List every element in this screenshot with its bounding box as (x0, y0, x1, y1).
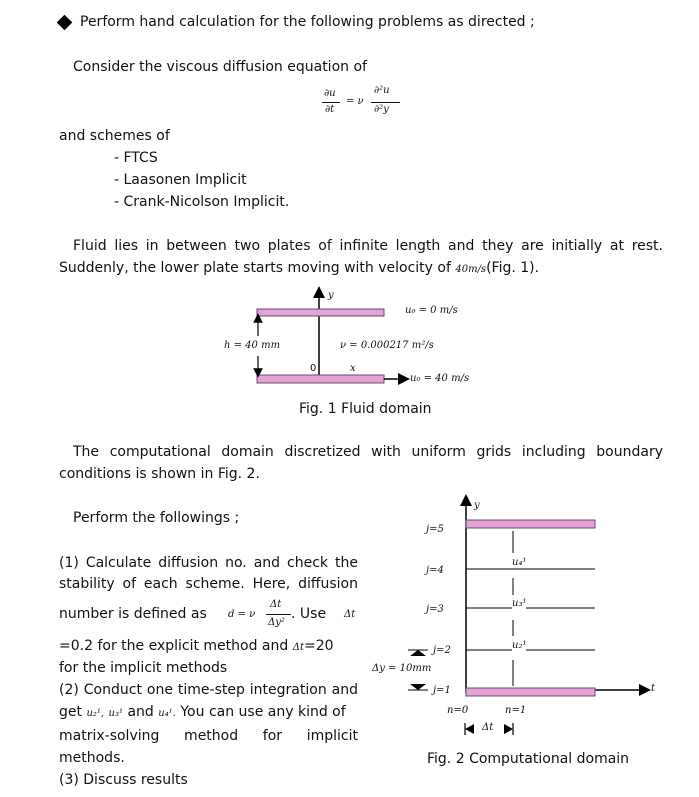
fig2-j5: j=5 (426, 524, 444, 535)
task1-formula-d: d = ν (228, 609, 256, 620)
fig2-j4: j=4 (426, 565, 444, 576)
fig2-u2: u₂¹ (512, 640, 527, 651)
fig2-dy-arrow-down (410, 684, 426, 690)
task2-u3: u₃¹ (108, 708, 124, 719)
fig2-n1: n=1 (505, 705, 527, 716)
task2-u4: u₄¹. (158, 708, 176, 719)
fig2-bottom-plate (466, 688, 595, 696)
schemes-intro: and schemes of (59, 128, 170, 144)
task1-use: . Use (291, 606, 327, 622)
fig1-viscosity: ν = 0.000217 m²/s (340, 340, 434, 351)
task2-get: get (59, 704, 82, 720)
task1-frac-num: Δt (270, 599, 282, 610)
fig2-dt-arrow-right (504, 724, 513, 734)
task1-def-text: number is defined as (59, 606, 207, 622)
task2-line-1: (2) Conduct one time-step integration and (59, 682, 358, 698)
fig2-u3: u₃¹ (512, 598, 527, 609)
fig1-caption: Fig. 1 Fluid domain (299, 401, 432, 417)
eq-lhs-denominator: ∂t (325, 104, 335, 115)
fig2-y-label: y (474, 500, 480, 511)
task1-dt2: Δt (292, 642, 304, 653)
fig2-top-plate (466, 520, 595, 528)
fig1-height-label: h = 40 mm (224, 340, 281, 351)
domain-line-2: conditions is shown in Fig. 2. (59, 466, 260, 482)
problem-fig-ref: (Fig. 1). (486, 260, 540, 276)
fig2-j3: j=3 (426, 604, 444, 615)
fig2-dt-label: Δt (482, 722, 494, 733)
task1-frac-den: Δy² (268, 617, 285, 628)
domain-line-1: The computational domain discretized with uniform grids including boundary (73, 444, 663, 460)
problem-line-2-text: Suddenly, the lower plate starts moving with velocity of (59, 260, 451, 276)
scheme-crank-nicolson: - Crank-Nicolson Implicit. (114, 194, 290, 210)
eq-lhs-numerator: ∂u (324, 88, 336, 99)
task3: (3) Discuss results (59, 772, 188, 788)
eq-rhs-numerator: ∂²u (374, 85, 390, 96)
fig1-x-label: x (350, 363, 356, 374)
problem-velocity: 40m/s (455, 264, 487, 275)
task2-u2: u₂¹, (86, 708, 105, 719)
eq-rhs-denominator: ∂²y (374, 104, 389, 115)
intro-text: Consider the viscous diffusion equation of (73, 59, 367, 75)
scheme-ftcs: - FTCS (114, 150, 158, 166)
task2-any-kind: You can use any kind of (180, 704, 346, 720)
fig2-j1: j=1 (433, 685, 451, 696)
task1-line-2: stability of each scheme. Here, diffusion (59, 576, 358, 592)
fig2-j2: j=2 (433, 645, 451, 656)
scheme-laasonen: - Laasonen Implicit (114, 172, 247, 188)
perform-heading: Perform the followings ; (73, 510, 240, 526)
task1-line-1: (1) Calculate diffusion no. and check the (59, 555, 358, 571)
fig1-y-label: y (328, 290, 334, 301)
fig2-n0: n=0 (447, 705, 469, 716)
fig2-dy-label: Δy = 10mm (372, 663, 432, 674)
task1-implicit-dt: =20 (303, 638, 334, 654)
fig2-u4: u₄¹ (512, 557, 527, 568)
fig1-top-velocity: u₀ = 0 m/s (405, 305, 458, 316)
fig1-origin-label: 0 (310, 363, 317, 374)
fig2-caption: Fig. 2 Computational domain (427, 751, 630, 767)
header-instruction: Perform hand calculation for the following problems as directed ; (80, 14, 535, 30)
fig1-bottom-velocity: u₀ = 40 m/s (410, 373, 470, 384)
fig2-dy-arrow-up (410, 650, 426, 656)
fig2-t-label: t (651, 683, 656, 694)
task1-explicit-text: =0.2 for the explicit method and (59, 638, 289, 654)
problem-line-1: Fluid lies in between two plates of infinite length and they are initially at rest. (73, 238, 663, 254)
task1-line-5: for the implicit methods (59, 660, 228, 676)
task1-dt: Δt (344, 609, 356, 620)
task2-and: and (127, 704, 154, 720)
fig2-dt-arrow-left (465, 724, 474, 734)
task2-line-4: methods. (59, 750, 125, 766)
eq-equals-nu: = ν (346, 96, 364, 107)
task2-line-3: matrix-solving method for implicit (59, 728, 358, 744)
